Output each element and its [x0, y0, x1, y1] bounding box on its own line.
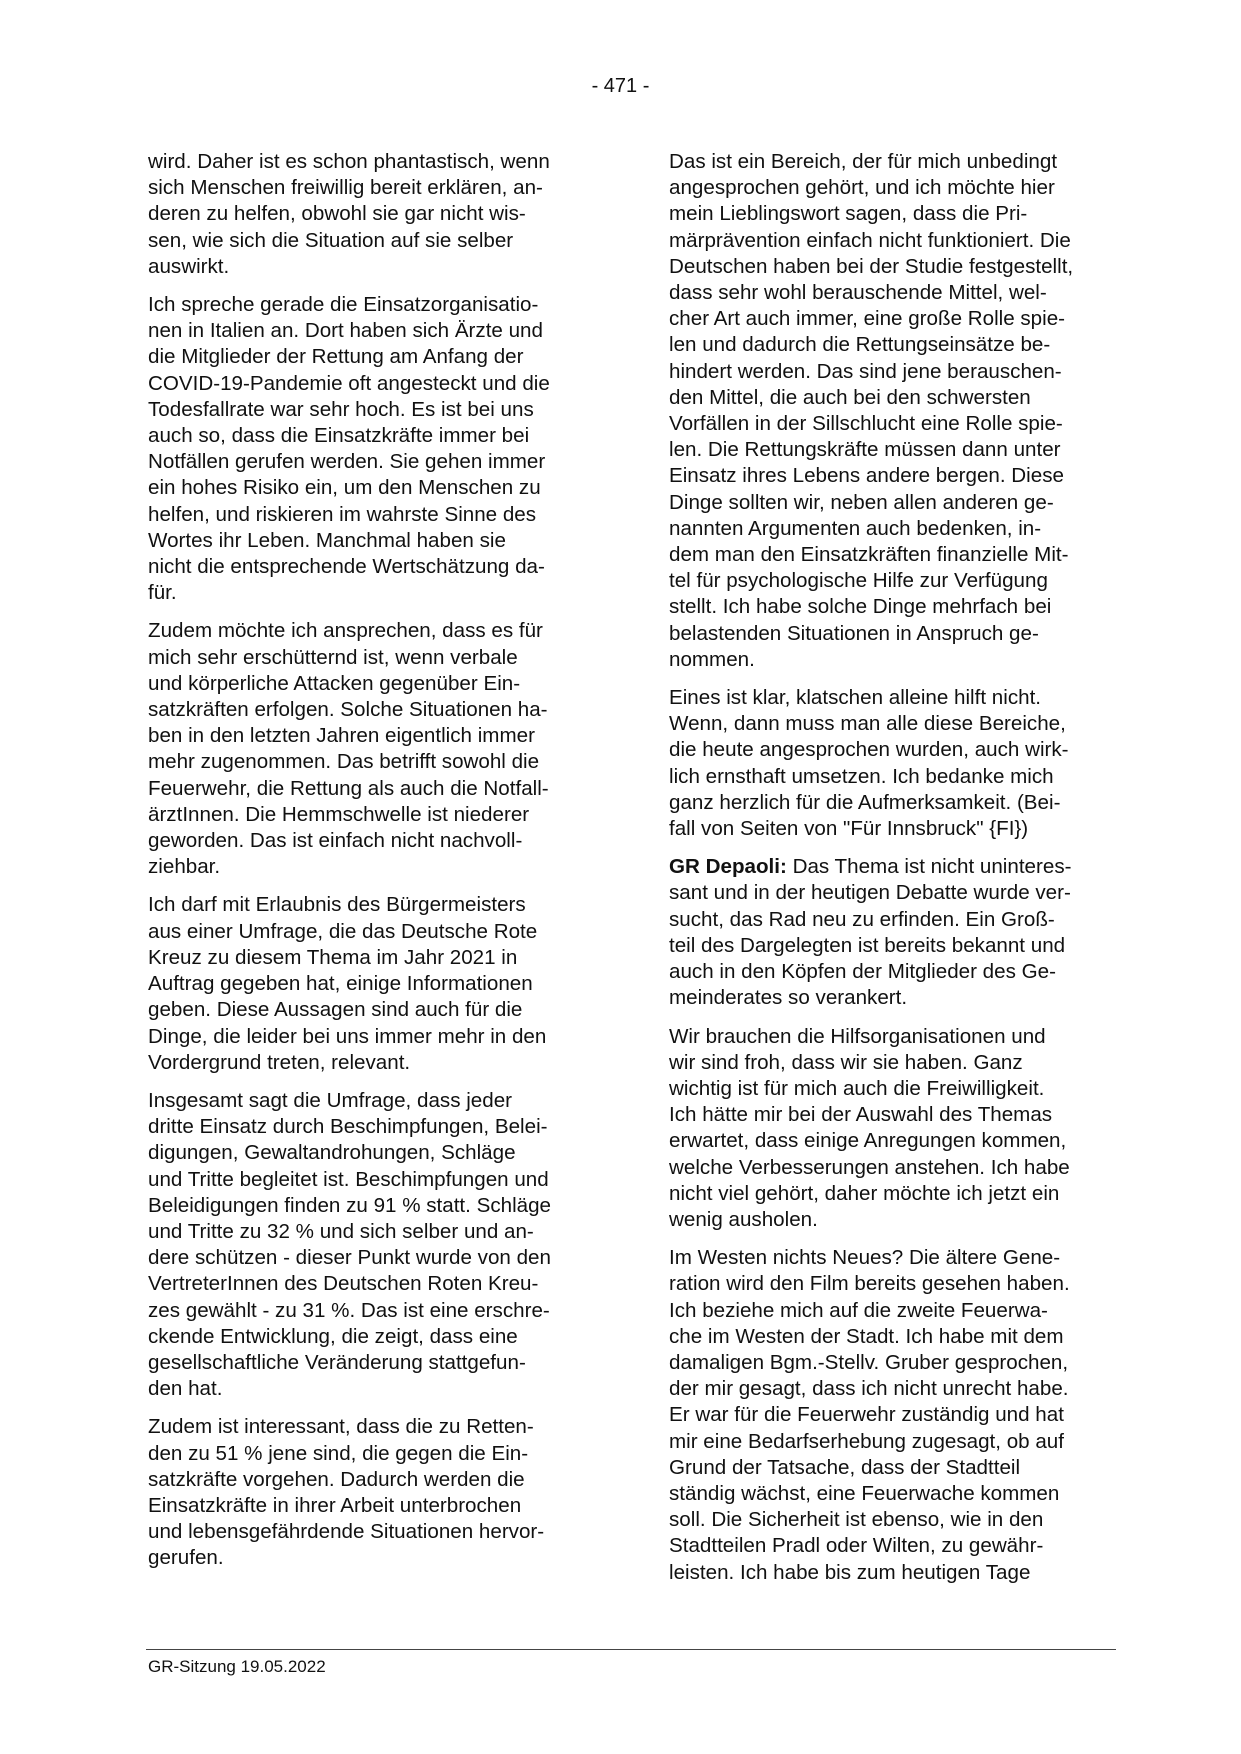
text-line: belastenden Situationen in Anspruch ge-	[669, 621, 1039, 645]
paragraph	[148, 1414, 601, 1571]
text-line: gerufen.	[148, 1546, 224, 1570]
text-line: sant und in der heutigen Debatte wurde ver-	[669, 881, 1071, 905]
text-line: damaligen Bgm.-Stellv. Gruber gesprochen,	[669, 1350, 1069, 1374]
right-column	[669, 149, 1122, 1598]
text-line: die Mitglieder der Rettung am Anfang der	[148, 345, 524, 369]
text-line: aus einer Umfrage, die das Deutsche Rote	[148, 919, 538, 943]
text-line: Ich spreche gerade die Einsatzorganisatio-	[148, 293, 539, 317]
text-line: mir eine Bedarfserhebung zugesagt, ob auf	[669, 1429, 1064, 1453]
text-line: Ich darf mit Erlaubnis des Bürgermeisters	[148, 893, 526, 917]
footer-divider	[146, 1649, 1116, 1650]
text-line: Feuerwehr, die Rettung als auch die Notfall-	[148, 776, 549, 800]
text-line: den Mittel, die auch bei den schwersten	[669, 385, 1031, 409]
paragraph	[148, 892, 601, 1075]
text-line: ärztInnen. Die Hemmschwelle ist niederer	[148, 802, 530, 826]
paragraph	[148, 618, 601, 880]
text-line: Todesfallrate war sehr hoch. Es ist bei uns	[148, 397, 534, 421]
text-line: Dinge, die leider bei uns immer mehr in den	[148, 1024, 547, 1048]
text-line: nicht viel gehört, daher möchte ich jetzt ein	[669, 1181, 1060, 1205]
text-line: Beleidigungen finden zu 91 % statt. Schläge	[148, 1193, 552, 1217]
text-line: teil des Dargelegten ist bereits bekannt und	[669, 933, 1066, 957]
text-line: wird. Daher ist es schon phantastisch, wenn	[148, 150, 550, 173]
page-number: - 471 -	[591, 75, 650, 97]
text-line: märprävention einfach nicht funktioniert. Die	[669, 228, 1071, 252]
text-line: Auftrag gegeben hat, einige Informationen	[148, 972, 533, 996]
text-line: Wortes ihr Leben. Manchmal haben sie	[148, 528, 506, 552]
text-line: meinderates so verankert.	[669, 986, 908, 1010]
text-line: Vorfällen in der Sillschlucht eine Rolle spie-	[669, 412, 1063, 436]
text-line: Ich hätte mir bei der Auswahl des Themas	[669, 1103, 1053, 1127]
text-line: stellt. Ich habe solche Dinge mehrfach bei	[669, 595, 1052, 619]
text-line: ben in den letzten Jahren eigentlich immer	[148, 724, 535, 748]
text-line: Grund der Tatsache, dass der Stadtteil	[669, 1455, 1021, 1479]
footer-session-date: GR-Sitzung 19.05.2022	[148, 1657, 326, 1676]
paragraph	[669, 1245, 1122, 1586]
text-line: ckende Entwicklung, die zeigt, dass eine	[148, 1324, 518, 1348]
text-line: erwartet, dass einige Anregungen kommen,	[669, 1129, 1067, 1153]
text-line: satzkräften erfolgen. Solche Situationen ha-	[148, 698, 548, 722]
text-line: helfen, und riskieren im wahrste Sinne des	[148, 502, 537, 526]
text-line: Stadtteilen Pradl oder Wilten, zu gewähr-	[669, 1534, 1044, 1558]
text-line: Zudem ist interessant, dass die zu Retten-	[148, 1415, 534, 1439]
text-line: ständig wächst, eine Feuerwache kommen	[669, 1481, 1060, 1505]
text-line: für.	[148, 581, 177, 605]
text-line: geworden. Das ist einfach nicht nachvoll-	[148, 829, 523, 853]
text-line: tel für psychologische Hilfe zur Verfügung	[669, 569, 1048, 593]
text-line: mehr zugenommen. Das betrifft sowohl die	[148, 750, 540, 774]
text-line: nicht die entsprechende Wertschätzung da-	[148, 555, 545, 579]
text-line: und lebensgefährdende Situationen hervor-	[148, 1520, 545, 1544]
text-line: sucht, das Rad neu zu erfinden. Ein Groß-	[669, 907, 1055, 931]
left-column	[148, 149, 601, 1584]
text-line: Wenn, dann muss man alle diese Bereiche,	[669, 712, 1066, 736]
text-line: mein Lieblingswort sagen, dass die Pri-	[669, 202, 1028, 226]
text-line: COVID-19-Pandemie oft angesteckt und die	[148, 371, 550, 395]
text-line: Vordergrund treten, relevant.	[148, 1050, 411, 1074]
speaker-paragraph	[669, 854, 1122, 1011]
text-line: dass sehr wohl berauschende Mittel, wel-	[669, 281, 1047, 305]
text-line: Das ist ein Bereich, der für mich unbedingt	[669, 150, 1058, 173]
text-line: auch so, dass die Einsatzkräfte immer bei	[148, 424, 530, 448]
paragraph	[148, 1088, 601, 1402]
text-line: gesellschaftliche Veränderung stattgefun-	[148, 1350, 526, 1374]
text-line	[669, 854, 1122, 880]
text-line: ration wird den Film bereits gesehen haben.	[669, 1272, 1070, 1296]
paragraph	[148, 292, 601, 606]
text-line: Einsatz ihres Lebens andere bergen. Diese	[669, 464, 1064, 488]
text-line: die heute angesprochen wurden, auch wirk-	[669, 738, 1069, 762]
text-line: angesprochen gehört, und ich möchte hier	[669, 176, 1055, 200]
text-line: dere schützen - dieser Punkt wurde von den	[148, 1246, 551, 1270]
text-line: fall von Seiten von "Für Innsbruck" {FI})	[669, 817, 1029, 841]
text-line: geben. Diese Aussagen sind auch für die	[148, 998, 523, 1022]
paragraph	[148, 149, 601, 280]
text-line: den zu 51 % jene sind, die gegen die Ein-	[148, 1441, 529, 1465]
text-line: Ich beziehe mich auf die zweite Feuerwa-	[669, 1298, 1048, 1322]
text-line: Dinge sollten wir, neben allen anderen ge-	[669, 490, 1054, 514]
text-line: sen, wie sich die Situation auf sie selber	[148, 228, 514, 252]
text-line: satzkräfte vorgehen. Dadurch werden die	[148, 1467, 525, 1491]
text-line: Im Westen nichts Neues? Die ältere Gene-	[669, 1246, 1061, 1270]
text-line: Eines ist klar, klatschen alleine hilft nicht.	[669, 686, 1042, 710]
text-line: Zudem möchte ich ansprechen, dass es für	[148, 619, 543, 643]
text-line: ein hohes Risiko ein, um den Menschen zu	[148, 476, 541, 500]
text-line: VertreterInnen des Deutschen Roten Kreu-	[148, 1272, 539, 1296]
text-line: deren zu helfen, obwohl sie gar nicht wis-	[148, 202, 526, 226]
text-line: len und dadurch die Rettungseinsätze be-	[669, 333, 1051, 357]
speaker-text: Das Thema ist nicht uninteres-	[786, 855, 1072, 879]
text-line: Einsatzkräfte in ihrer Arbeit unterbrochen	[148, 1493, 522, 1517]
paragraph	[669, 685, 1122, 842]
text-line: cher Art auch immer, eine große Rolle spie-	[669, 307, 1066, 331]
text-line: che im Westen der Stadt. Ich habe mit dem	[669, 1324, 1064, 1348]
text-line: auch in den Köpfen der Mitglieder des Ge-	[669, 960, 1056, 984]
text-line: nen in Italien an. Dort haben sich Ärzte und	[148, 319, 543, 343]
text-line: wenig ausholen.	[669, 1207, 818, 1231]
text-line: Notfällen gerufen werden. Sie gehen immer	[148, 450, 546, 474]
text-line: wir sind froh, dass wir sie haben. Ganz	[669, 1050, 1023, 1074]
text-line: ziehbar.	[148, 855, 221, 879]
text-line: nommen.	[669, 647, 755, 671]
text-line: soll. Die Sicherheit ist ebenso, wie in den	[669, 1508, 1044, 1532]
text-line: dritte Einsatz durch Beschimpfungen, Belei-	[148, 1115, 548, 1139]
text-line: len. Die Rettungskräfte müssen dann unter	[669, 438, 1061, 462]
text-line: dem man den Einsatzkräften finanzielle Mit-	[669, 543, 1069, 567]
text-line: digungen, Gewaltandrohungen, Schläge	[148, 1141, 516, 1165]
text-line: lich ernsthaft umsetzen. Ich bedanke mich	[669, 764, 1054, 788]
paragraph	[669, 149, 1122, 673]
text-line: der mir gesagt, dass ich nicht unrecht habe.	[669, 1377, 1069, 1401]
text-line: Wir brauchen die Hilfsorganisationen und	[669, 1024, 1046, 1048]
speaker-name: GR Depaoli:	[669, 855, 787, 879]
text-line: zes gewählt - zu 31 %. Das ist eine erschre-	[148, 1298, 550, 1322]
text-line: nannten Argumenten auch bedenken, in-	[669, 516, 1042, 540]
text-line: leisten. Ich habe bis zum heutigen Tage	[669, 1560, 1031, 1584]
text-line: Er war für die Feuerwehr zuständig und hat	[669, 1403, 1064, 1427]
text-line: auswirkt.	[148, 254, 230, 278]
text-line: Kreuz zu diesem Thema im Jahr 2021 in	[148, 945, 518, 969]
paragraph	[669, 1024, 1122, 1234]
text-line: Deutschen haben bei der Studie festgestellt,	[669, 254, 1074, 278]
text-line: den hat.	[148, 1377, 223, 1401]
text-line: hindert werden. Das sind jene berauschen-	[669, 359, 1062, 383]
text-line: und körperliche Attacken gegenüber Ein-	[148, 671, 521, 695]
text-line: Insgesamt sagt die Umfrage, dass jeder	[148, 1088, 513, 1112]
text-line: ganz herzlich für die Aufmerksamkeit. (Bei-	[669, 790, 1061, 814]
text-line: wichtig ist für mich auch die Freiwilligkeit.	[669, 1076, 1045, 1100]
text-line: mich sehr erschütternd ist, wenn verbale	[148, 645, 518, 669]
text-line: und Tritte begleitet ist. Beschimpfungen und	[148, 1167, 549, 1191]
text-line: und Tritte zu 32 % und sich selber und an-	[148, 1219, 534, 1243]
text-line: welche Verbesserungen anstehen. Ich habe	[669, 1155, 1070, 1179]
text-line: sich Menschen freiwillig bereit erklären, an-	[148, 176, 543, 200]
